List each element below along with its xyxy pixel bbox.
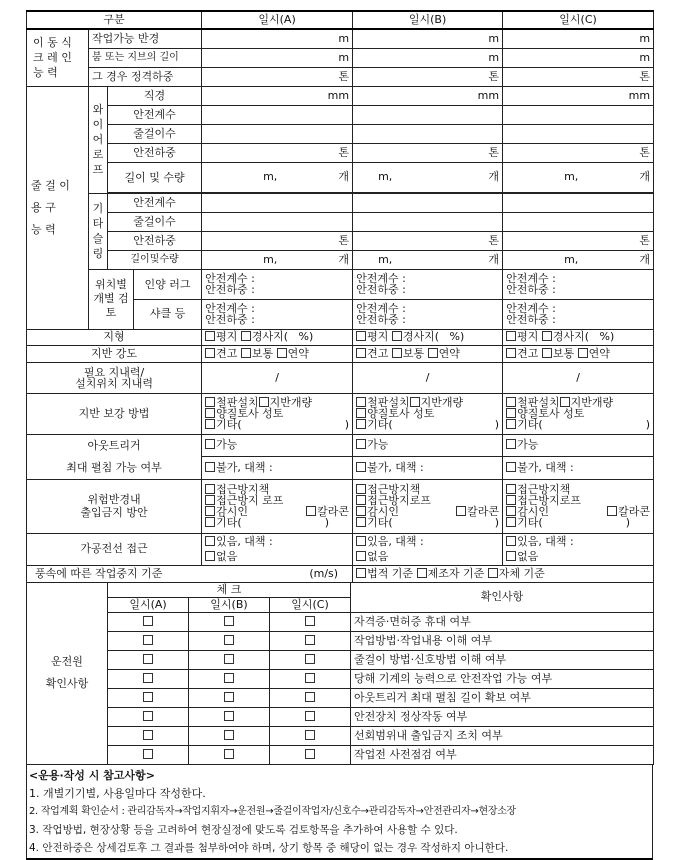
date-a-header: 일시(A): [202, 11, 353, 29]
checkbox[interactable]: [143, 635, 153, 645]
checkbox[interactable]: [224, 692, 234, 702]
shackle-c[interactable]: 안전계수 : 안전하중 :: [503, 299, 654, 329]
crane-radius-c[interactable]: m: [503, 29, 654, 48]
wire-length-qty-a[interactable]: m, 개: [202, 162, 353, 192]
check-item: 작업전 사전점검 여부: [351, 745, 654, 764]
checkbox[interactable]: [143, 692, 153, 702]
checkbox[interactable]: [143, 673, 153, 683]
checkbox[interactable]: [224, 673, 234, 683]
checkbox[interactable]: [305, 692, 315, 702]
wind-criteria[interactable]: 법적 기준 제조자 기준 자체 기준: [353, 565, 654, 582]
shackle-a[interactable]: 안전계수 : 안전하중 :: [202, 299, 353, 329]
wire-diameter-a[interactable]: mm: [202, 86, 353, 105]
checkbox[interactable]: [224, 711, 234, 721]
crane-boom-c[interactable]: m: [503, 48, 654, 67]
checkbox[interactable]: [305, 673, 315, 683]
check-item: 줄걸이 방법·신호방법 이해 여부: [351, 650, 654, 669]
wire-length-qty-b[interactable]: m, 개: [353, 162, 503, 192]
bearing-capacity-c[interactable]: /: [503, 362, 654, 393]
confirm-header: 확인사항: [351, 582, 654, 612]
wire-safety-factor-c[interactable]: [503, 105, 654, 124]
other-length-qty-c[interactable]: m, 개: [503, 250, 654, 269]
notes-title: <운용·작성 시 참고사항>: [29, 768, 155, 782]
checkbox[interactable]: [143, 749, 153, 759]
other-length-qty-b[interactable]: m, 개: [353, 250, 503, 269]
crane-boom-a[interactable]: m: [202, 48, 353, 67]
wire-safe-load-a[interactable]: 톤: [202, 143, 353, 162]
danger-zone-a[interactable]: 접근방지책 접근방지 로프 감시인 칼라콘 기타( ): [202, 479, 353, 533]
outrigger-impossible-b[interactable]: 불가, 대책 :: [353, 457, 503, 480]
checkbox[interactable]: [143, 730, 153, 740]
power-line-a[interactable]: 있음, 대책 : 없음: [202, 533, 353, 565]
power-line-c[interactable]: 있음, 대책 : 없음: [503, 533, 654, 565]
checkbox[interactable]: [224, 616, 234, 626]
other-sling-label: 기 타 슬 링: [89, 193, 108, 269]
check-header: 체 크: [108, 582, 351, 597]
checkbox[interactable]: [506, 331, 516, 341]
ground-strength-label: 지반 강도: [27, 345, 202, 362]
power-line-label: 가공전선 접근: [27, 533, 202, 565]
ground-strength-c[interactable]: 견고 보통 연약: [503, 345, 654, 362]
check-item: 당해 기계의 능력으로 안전작업 가능 여부: [351, 669, 654, 688]
outrigger-possible-a[interactable]: 가능: [202, 434, 353, 457]
power-line-b[interactable]: 있음, 대책 : 없음: [353, 533, 503, 565]
other-safe-load-c[interactable]: 톤: [503, 231, 654, 250]
wire-safe-load-label: 안전하중: [108, 143, 202, 162]
check-item: 안전장치 정상작동 여부: [351, 707, 654, 726]
checkbox[interactable]: [143, 711, 153, 721]
ground-strength-a[interactable]: 견고 보통 연약: [202, 345, 353, 362]
danger-zone-label: 위험반경내 출입금지 방안: [27, 479, 202, 533]
checkbox[interactable]: [392, 331, 402, 341]
checkbox[interactable]: [305, 654, 315, 664]
lifting-lug-c[interactable]: 안전계수 : 안전하중 :: [503, 269, 654, 299]
other-safe-load-b[interactable]: 톤: [353, 231, 503, 250]
other-safety-factor-a[interactable]: [202, 193, 353, 212]
wire-legs-c[interactable]: [503, 124, 654, 143]
crane-boom-label: 붐 또는 지브의 길이: [89, 48, 202, 67]
wire-length-qty-label: 길이 및 수량: [108, 162, 202, 192]
check-item: 아웃트리거 최대 펼침 길이 확보 여부: [351, 688, 654, 707]
notes-section: [26, 765, 653, 860]
checkbox[interactable]: [143, 654, 153, 664]
other-safety-factor-b[interactable]: [353, 193, 503, 212]
other-legs-label: 줄걸이수: [108, 212, 202, 231]
lifting-lug-b[interactable]: 안전계수 : 안전하중 :: [353, 269, 503, 299]
outrigger-impossible-c[interactable]: 불가, 대책 :: [503, 457, 654, 480]
other-legs-c[interactable]: [503, 212, 654, 231]
crane-radius-a[interactable]: m: [202, 29, 353, 48]
date-b-header: 일시(B): [353, 11, 503, 29]
wind-value[interactable]: (m/s): [202, 565, 353, 582]
checkbox[interactable]: [305, 616, 315, 626]
crane-radius-label: 작업가능 반경: [89, 29, 202, 48]
checkbox[interactable]: [305, 635, 315, 645]
bearing-capacity-label: 필요 지내력/ 설치위치 지내력: [27, 362, 202, 393]
other-legs-a[interactable]: [202, 212, 353, 231]
wire-legs-a[interactable]: [202, 124, 353, 143]
other-safety-factor-label: 안전계수: [108, 193, 202, 212]
terrain-a[interactable]: 평지 경사지( %): [202, 329, 353, 345]
wire-diameter-c[interactable]: mm: [503, 86, 654, 105]
checkbox[interactable]: [356, 331, 366, 341]
terrain-label: 지형: [27, 329, 202, 345]
note-3: 3. 작업방법, 현장상황 등을 고려하여 현장실정에 맞도록 검토항목을 추가하여 사용할 수 있다.: [29, 823, 458, 836]
operator-group-label: 운전원 확인사항: [27, 582, 108, 764]
danger-zone-c[interactable]: 접근방지책 접근방지로프 감시인 칼라콘 기타( ): [503, 479, 654, 533]
bearing-capacity-a[interactable]: /: [202, 362, 353, 393]
wire-safe-load-b[interactable]: 톤: [353, 143, 503, 162]
checkbox[interactable]: [305, 749, 315, 759]
other-length-qty-a[interactable]: m, 개: [202, 250, 353, 269]
checkbox[interactable]: [542, 331, 552, 341]
reinforcement-c[interactable]: 철판설치 지반개량 양질토사 성토 기타( ): [503, 393, 654, 434]
outrigger-possible-c[interactable]: 가능: [503, 434, 654, 457]
shackle-b[interactable]: 안전계수 : 안전하중 :: [353, 299, 503, 329]
lifting-lug-a[interactable]: 안전계수 : 안전하중 :: [202, 269, 353, 299]
date-c-header: 일시(C): [503, 11, 654, 29]
note-2: 2. 작업계획 확인순서 : 관리감독자→작업지휘자→운전원→줄걸이작업자/신호수→관리감독자→안전관리자→현장소장: [29, 805, 516, 817]
crane-load-a[interactable]: 톤: [202, 67, 353, 86]
crane-group-label: 이 동 식 크 레 인 능 력: [27, 29, 89, 86]
check-item: 선회범위내 출입금지 조치 여부: [351, 726, 654, 745]
sling-group-label: 줄 걸 이 용 구 능 력: [27, 86, 89, 329]
checkbox[interactable]: [143, 616, 153, 626]
safety-check-form: [26, 10, 653, 860]
wire-diameter-label: 직경: [108, 86, 202, 105]
reinforcement-label: 지반 보강 방법: [27, 393, 202, 434]
check-col-c: 일시(C): [270, 597, 351, 612]
wire-legs-label: 줄걸이수: [108, 124, 202, 143]
shackle-label: 샤클 등: [134, 299, 202, 329]
wind-label: 풍속에 따른 작업중지 기준: [27, 565, 202, 582]
checkbox[interactable]: [224, 654, 234, 664]
other-length-qty-label: 길이및수량: [108, 250, 202, 269]
check-col-a: 일시(A): [108, 597, 189, 612]
wire-rope-label: 와 이 어 로 프: [89, 86, 108, 193]
crane-boom-b[interactable]: m: [353, 48, 503, 67]
wire-safety-factor-a[interactable]: [202, 105, 353, 124]
checkbox[interactable]: [224, 635, 234, 645]
checkbox[interactable]: [241, 331, 251, 341]
checkbox[interactable]: [305, 711, 315, 721]
outrigger-possible-b[interactable]: 가능: [353, 434, 503, 457]
outrigger-label: 아웃트리거 최대 펼침 가능 여부: [27, 434, 202, 479]
note-1: 1. 개별기기별, 사용일마다 작성한다.: [29, 786, 206, 800]
terrain-c[interactable]: 평지 경사지( %): [503, 329, 654, 345]
reinforcement-a[interactable]: 철판설치 지반개량 양질토사 성토 기타( ): [202, 393, 353, 434]
outrigger-impossible-a[interactable]: 불가, 대책 :: [202, 457, 353, 480]
lifting-lug-label: 인양 러그: [134, 269, 202, 299]
note-4: 4. 안전하중은 상세검토후 그 결과를 첨부하여야 하며, 상기 항목 중 해당이 없는 경우 작성하지 아니한다.: [29, 841, 509, 854]
check-item: 작업방법·작업내용 이해 여부: [351, 631, 654, 650]
bearing-capacity-b[interactable]: /: [353, 362, 503, 393]
checkbox[interactable]: [305, 730, 315, 740]
danger-zone-b[interactable]: 접근방지책 접근방지로프 감시인 칼라콘 기타( ): [353, 479, 503, 533]
wire-diameter-b[interactable]: mm: [353, 86, 503, 105]
wire-legs-b[interactable]: [353, 124, 503, 143]
crane-load-b[interactable]: 톤: [353, 67, 503, 86]
operator-check-table: [26, 582, 654, 765]
check-item: 자격증·면허증 휴대 여부: [351, 612, 654, 631]
checkbox[interactable]: [205, 331, 215, 341]
other-safe-load-label: 안전하중: [108, 231, 202, 250]
position-review-label: 위치별 개별 검토: [89, 269, 134, 329]
crane-load-label: 그 경우 정격하중: [89, 67, 202, 86]
checkbox[interactable]: [224, 730, 234, 740]
ground-strength-b[interactable]: 견고 보통 연약: [353, 345, 503, 362]
wire-safety-factor-b[interactable]: [353, 105, 503, 124]
crane-radius-b[interactable]: m: [353, 29, 503, 48]
other-safe-load-a[interactable]: 톤: [202, 231, 353, 250]
crane-load-c[interactable]: 톤: [503, 67, 654, 86]
wire-safe-load-c[interactable]: 톤: [503, 143, 654, 162]
other-safety-factor-c[interactable]: [503, 193, 654, 212]
terrain-b[interactable]: 평지 경사지( %): [353, 329, 503, 345]
checkbox[interactable]: [224, 749, 234, 759]
form-table: [26, 10, 654, 583]
wire-safety-factor-label: 안전계수: [108, 105, 202, 124]
other-legs-b[interactable]: [353, 212, 503, 231]
category-header: 구분: [27, 11, 202, 29]
reinforcement-b[interactable]: 철판설치 지반개량 양질토사 성토 기타( ): [353, 393, 503, 434]
wire-length-qty-c[interactable]: m, 개: [503, 162, 654, 192]
check-col-b: 일시(B): [189, 597, 270, 612]
